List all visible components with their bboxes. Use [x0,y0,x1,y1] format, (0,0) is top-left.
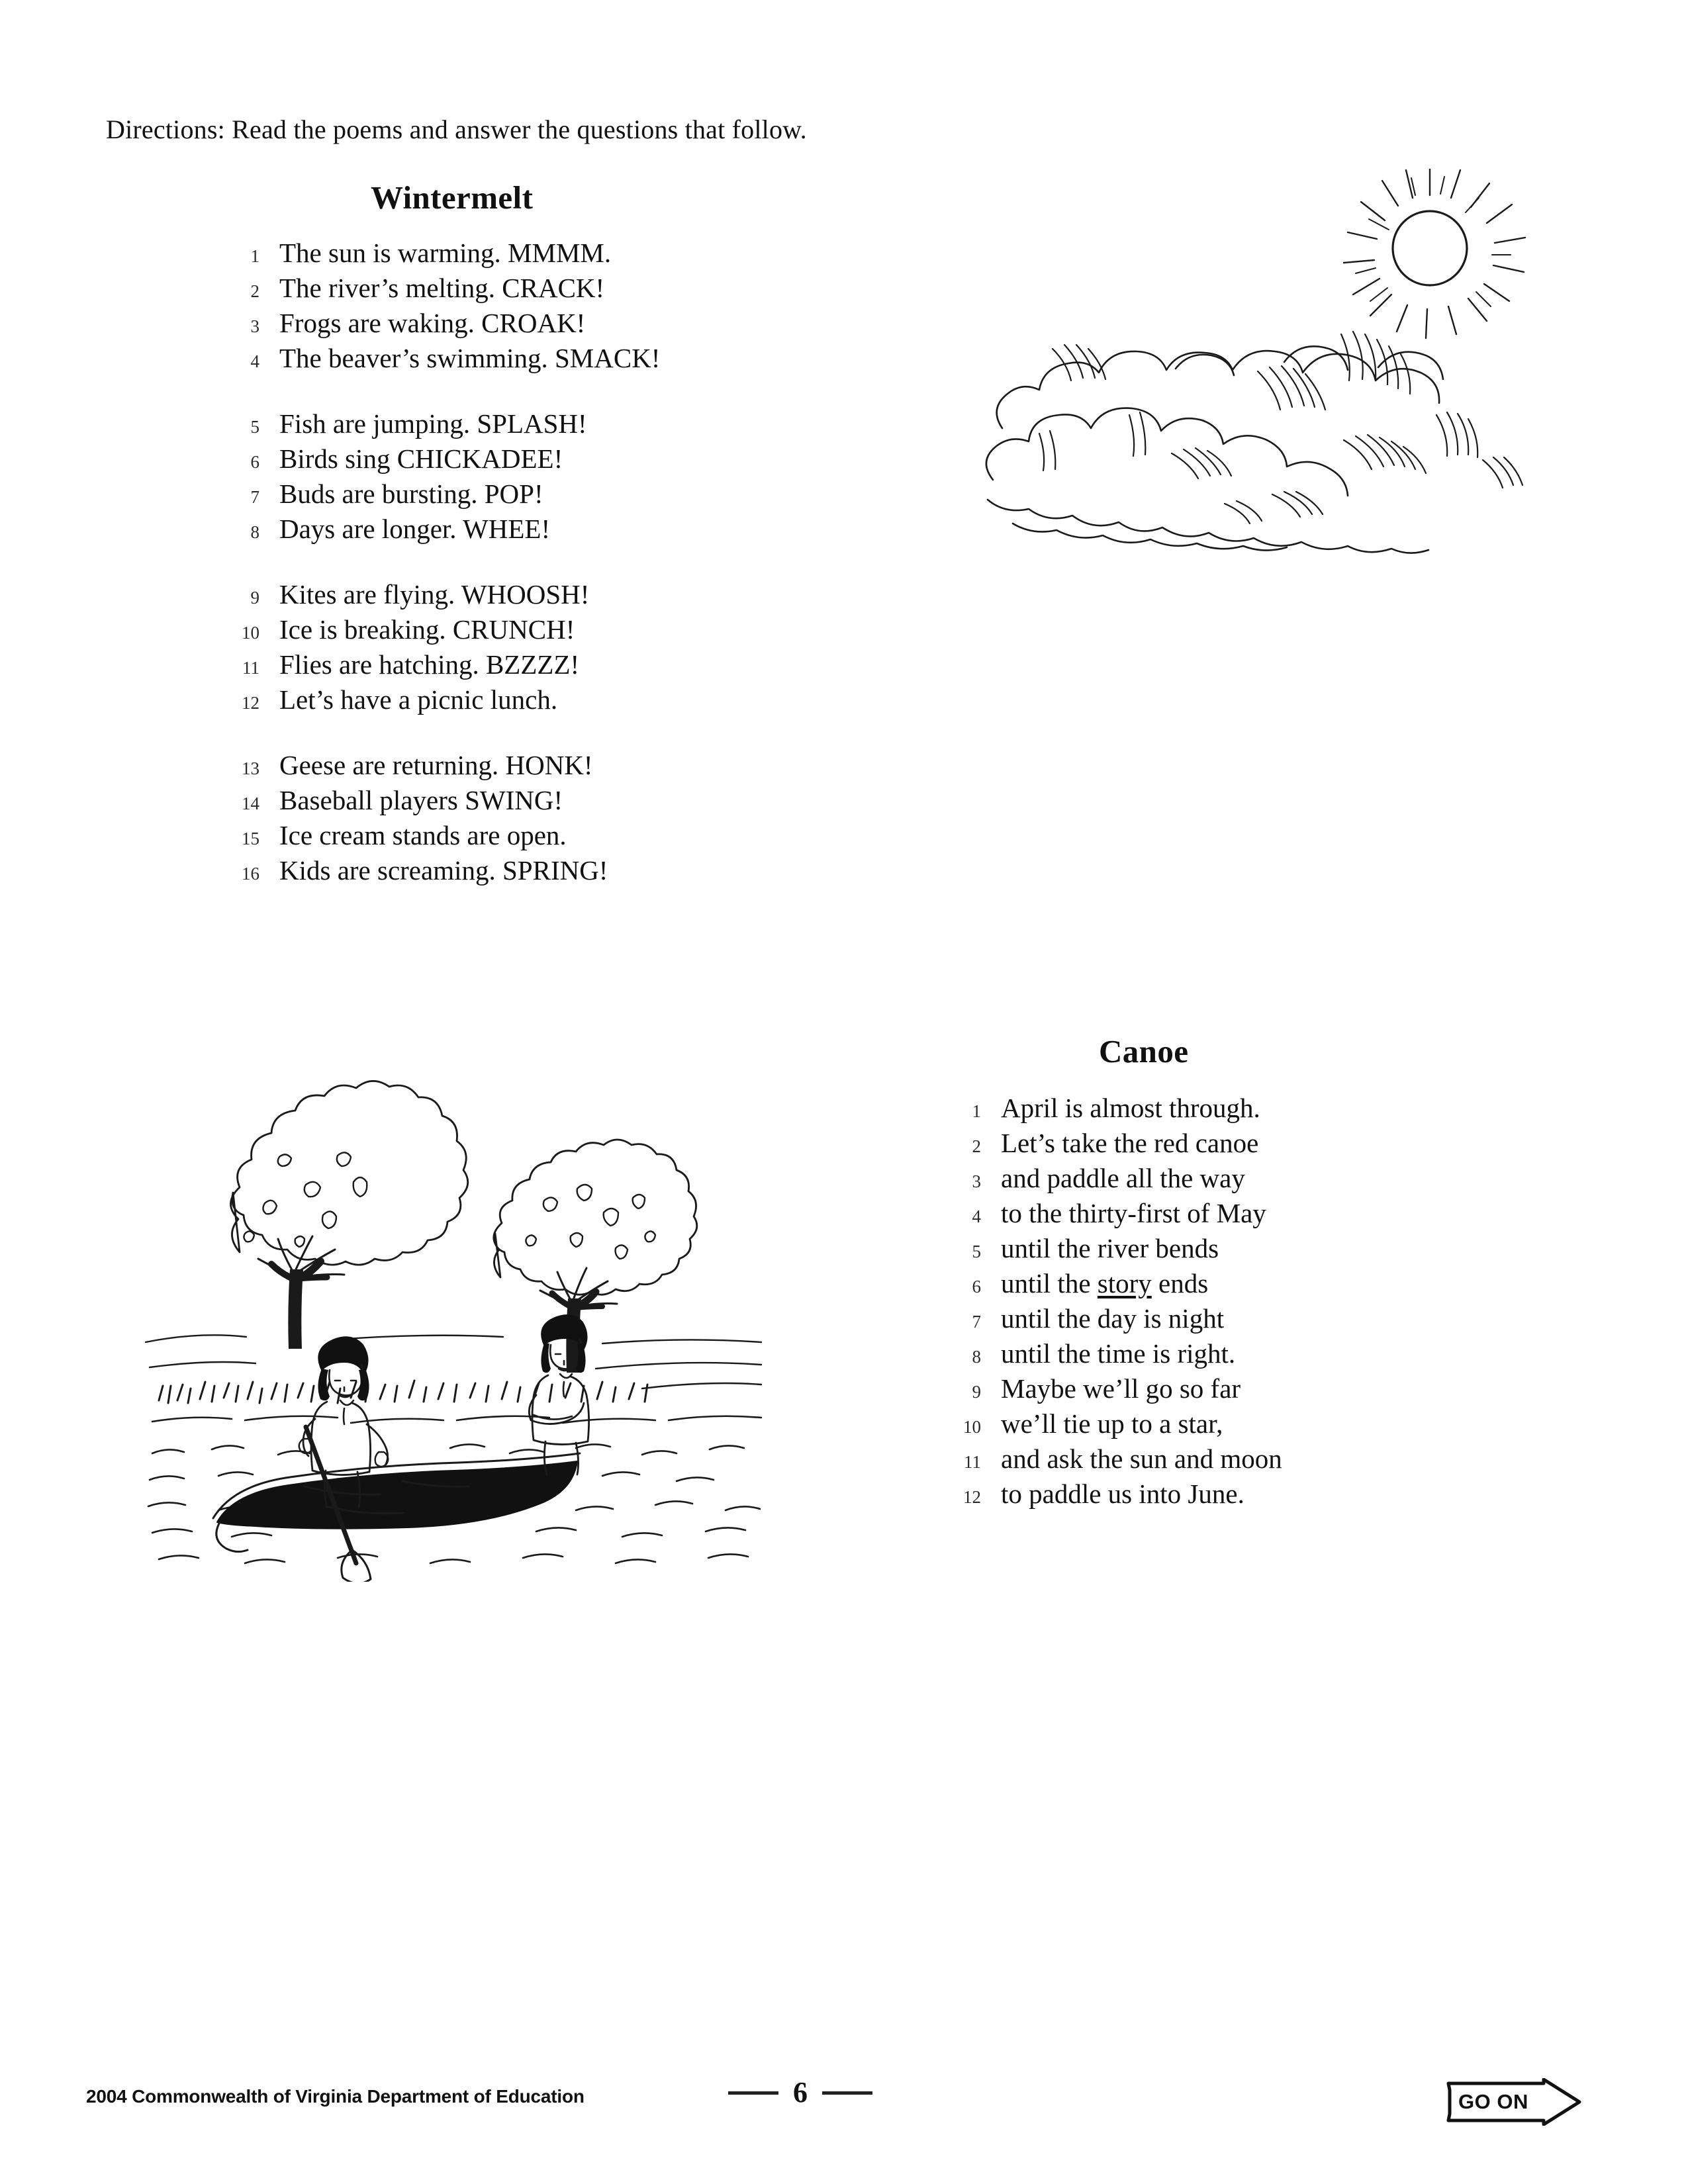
poem-line-text: Frogs are waking. CROAK! [279,308,586,338]
poem-line-number: 9 [250,588,259,608]
poem-line-number: 9 [972,1382,981,1402]
poem-line [947,1232,1282,1267]
poem-title-wintermelt: Wintermelt [371,179,534,216]
poem-line-number: 2 [250,281,259,301]
poem-line-text: and ask the sun and moon [1001,1443,1282,1474]
poem-line-number: 12 [963,1487,981,1507]
poem-stanza [947,1092,1282,1513]
poem-line-text: Geese are returning. HONK! [279,750,593,780]
poem-line-number: 1 [972,1101,981,1121]
poem-line-text: Maybe we’ll go so far [1001,1373,1241,1404]
poem-line-text: Baseball players SWING! [279,785,563,815]
poem-line [947,1162,1282,1197]
poem-line-number: 3 [250,316,259,336]
poem-body-canoe [947,1092,1282,1513]
poem-line [225,408,660,443]
poem-line-number: 5 [250,417,259,437]
poem-line-number: 6 [250,452,259,472]
poem-line [225,237,660,272]
poem-line-text: Ice cream stands are open. [279,820,567,850]
poem-line [225,443,660,478]
poem-line-text: The river’s melting. CRACK! [279,273,605,303]
poem-line-text: we’ll tie up to a star, [1001,1408,1223,1439]
poem-line [947,1302,1282,1338]
poem-line [225,649,660,684]
poem-line-number: 14 [242,794,259,813]
poem-line-number: 2 [972,1136,981,1156]
poem-line-text: Let’s have a picnic lunch. [279,684,558,715]
poem-line-number: 5 [972,1242,981,1261]
footer-copyright: 2004 Commonwealth of Virginia Department of Education [86,2086,585,2107]
poem-line-number: 10 [963,1417,981,1437]
poem-line-text: The sun is warming. MMMM. [279,238,612,268]
poem-line [225,307,660,342]
poem-line-text: Fish are jumping. SPLASH! [279,408,587,439]
poem-line [947,1478,1282,1513]
page-number-group [728,2078,872,2107]
poem-line-number: 7 [972,1312,981,1332]
poem-line [225,614,660,649]
poem-line [947,1408,1282,1443]
poem-line-number: 15 [242,829,259,848]
directions-text: Directions: Read the poems and answer the questions that follow. [106,114,807,144]
poem-stanza [225,408,660,548]
poem-line [947,1092,1282,1127]
poem-line-text: and paddle all the way [1001,1163,1245,1193]
poem-line-text: Kids are screaming. SPRING! [279,855,608,886]
poem-line [947,1267,1282,1302]
poem-line-number: 4 [972,1206,981,1226]
poem-line-text: Kites are flying. WHOOSH! [279,579,590,610]
poem-line-number: 12 [242,693,259,713]
poem-line-text: Let’s take the red canoe [1001,1128,1259,1158]
poem-stanza [225,749,660,889]
poem-line-text [1001,1267,1208,1299]
poem-line-text-pre: until the [1001,1268,1098,1298]
go-on-label: GO ON [1458,2090,1528,2113]
poem-line [225,342,660,377]
poem-line-text-post: ends [1151,1268,1209,1298]
poem-line-text: Birds sing CHICKADEE! [279,443,563,474]
poem-line-number: 16 [242,864,259,884]
poem-line-number: 13 [242,758,259,778]
poem-line-text: Buds are bursting. POP! [279,478,543,509]
poem-line [225,784,660,819]
poem-line-number: 10 [242,623,259,643]
poem-line [225,854,660,889]
sun-behind-clouds-illustration [973,169,1542,579]
poem-line-number: 11 [964,1452,981,1472]
poem-line-text: until the time is right. [1001,1338,1236,1369]
poem-stanza [225,578,660,719]
poem-line-text: to paddle us into June. [1001,1479,1244,1509]
poem-line [225,578,660,614]
poem-line-text: to the thirty-first of May [1001,1198,1266,1228]
underlined-vocabulary-word: story [1097,1268,1152,1298]
poem-title-canoe: Canoe [1099,1033,1189,1069]
poem-line [947,1338,1282,1373]
poem-line-number: 4 [250,351,259,371]
poem-line-text: Ice is breaking. CRUNCH! [279,614,575,645]
poem-line-number: 7 [250,487,259,507]
poem-stanza [225,237,660,377]
poem-line [225,478,660,513]
children-paddling-canoe-illustration [139,1059,801,1582]
poem-line [225,272,660,307]
poem-line-text: Days are longer. WHEE! [279,514,551,544]
poem-line [225,819,660,854]
poem-line-number: 11 [242,658,259,678]
poem-line-text: until the day is night [1001,1303,1225,1334]
poem-line [225,684,660,719]
poem-line-number: 1 [250,246,259,266]
page-number-dash-right [822,2091,872,2095]
poem-line-number: 8 [972,1347,981,1367]
poem-line [947,1443,1282,1478]
poem-line-text: Flies are hatching. BZZZZ! [279,649,580,680]
poem-line-text: until the river bends [1001,1233,1219,1263]
poem-line [947,1197,1282,1232]
poem-line [947,1127,1282,1162]
poem-line [947,1373,1282,1408]
poem-line [225,513,660,548]
poem-line-number: 3 [972,1171,981,1191]
poem-line [225,749,660,784]
poem-body-wintermelt [225,237,660,889]
poem-line-text: April is almost through. [1001,1093,1260,1123]
poem-line-number: 6 [972,1277,981,1297]
page-number: 6 [793,2076,808,2109]
poem-line-number: 8 [250,522,259,542]
poem-line-text: The beaver’s swimming. SMACK! [279,343,661,373]
page-number-dash-left [728,2091,778,2095]
